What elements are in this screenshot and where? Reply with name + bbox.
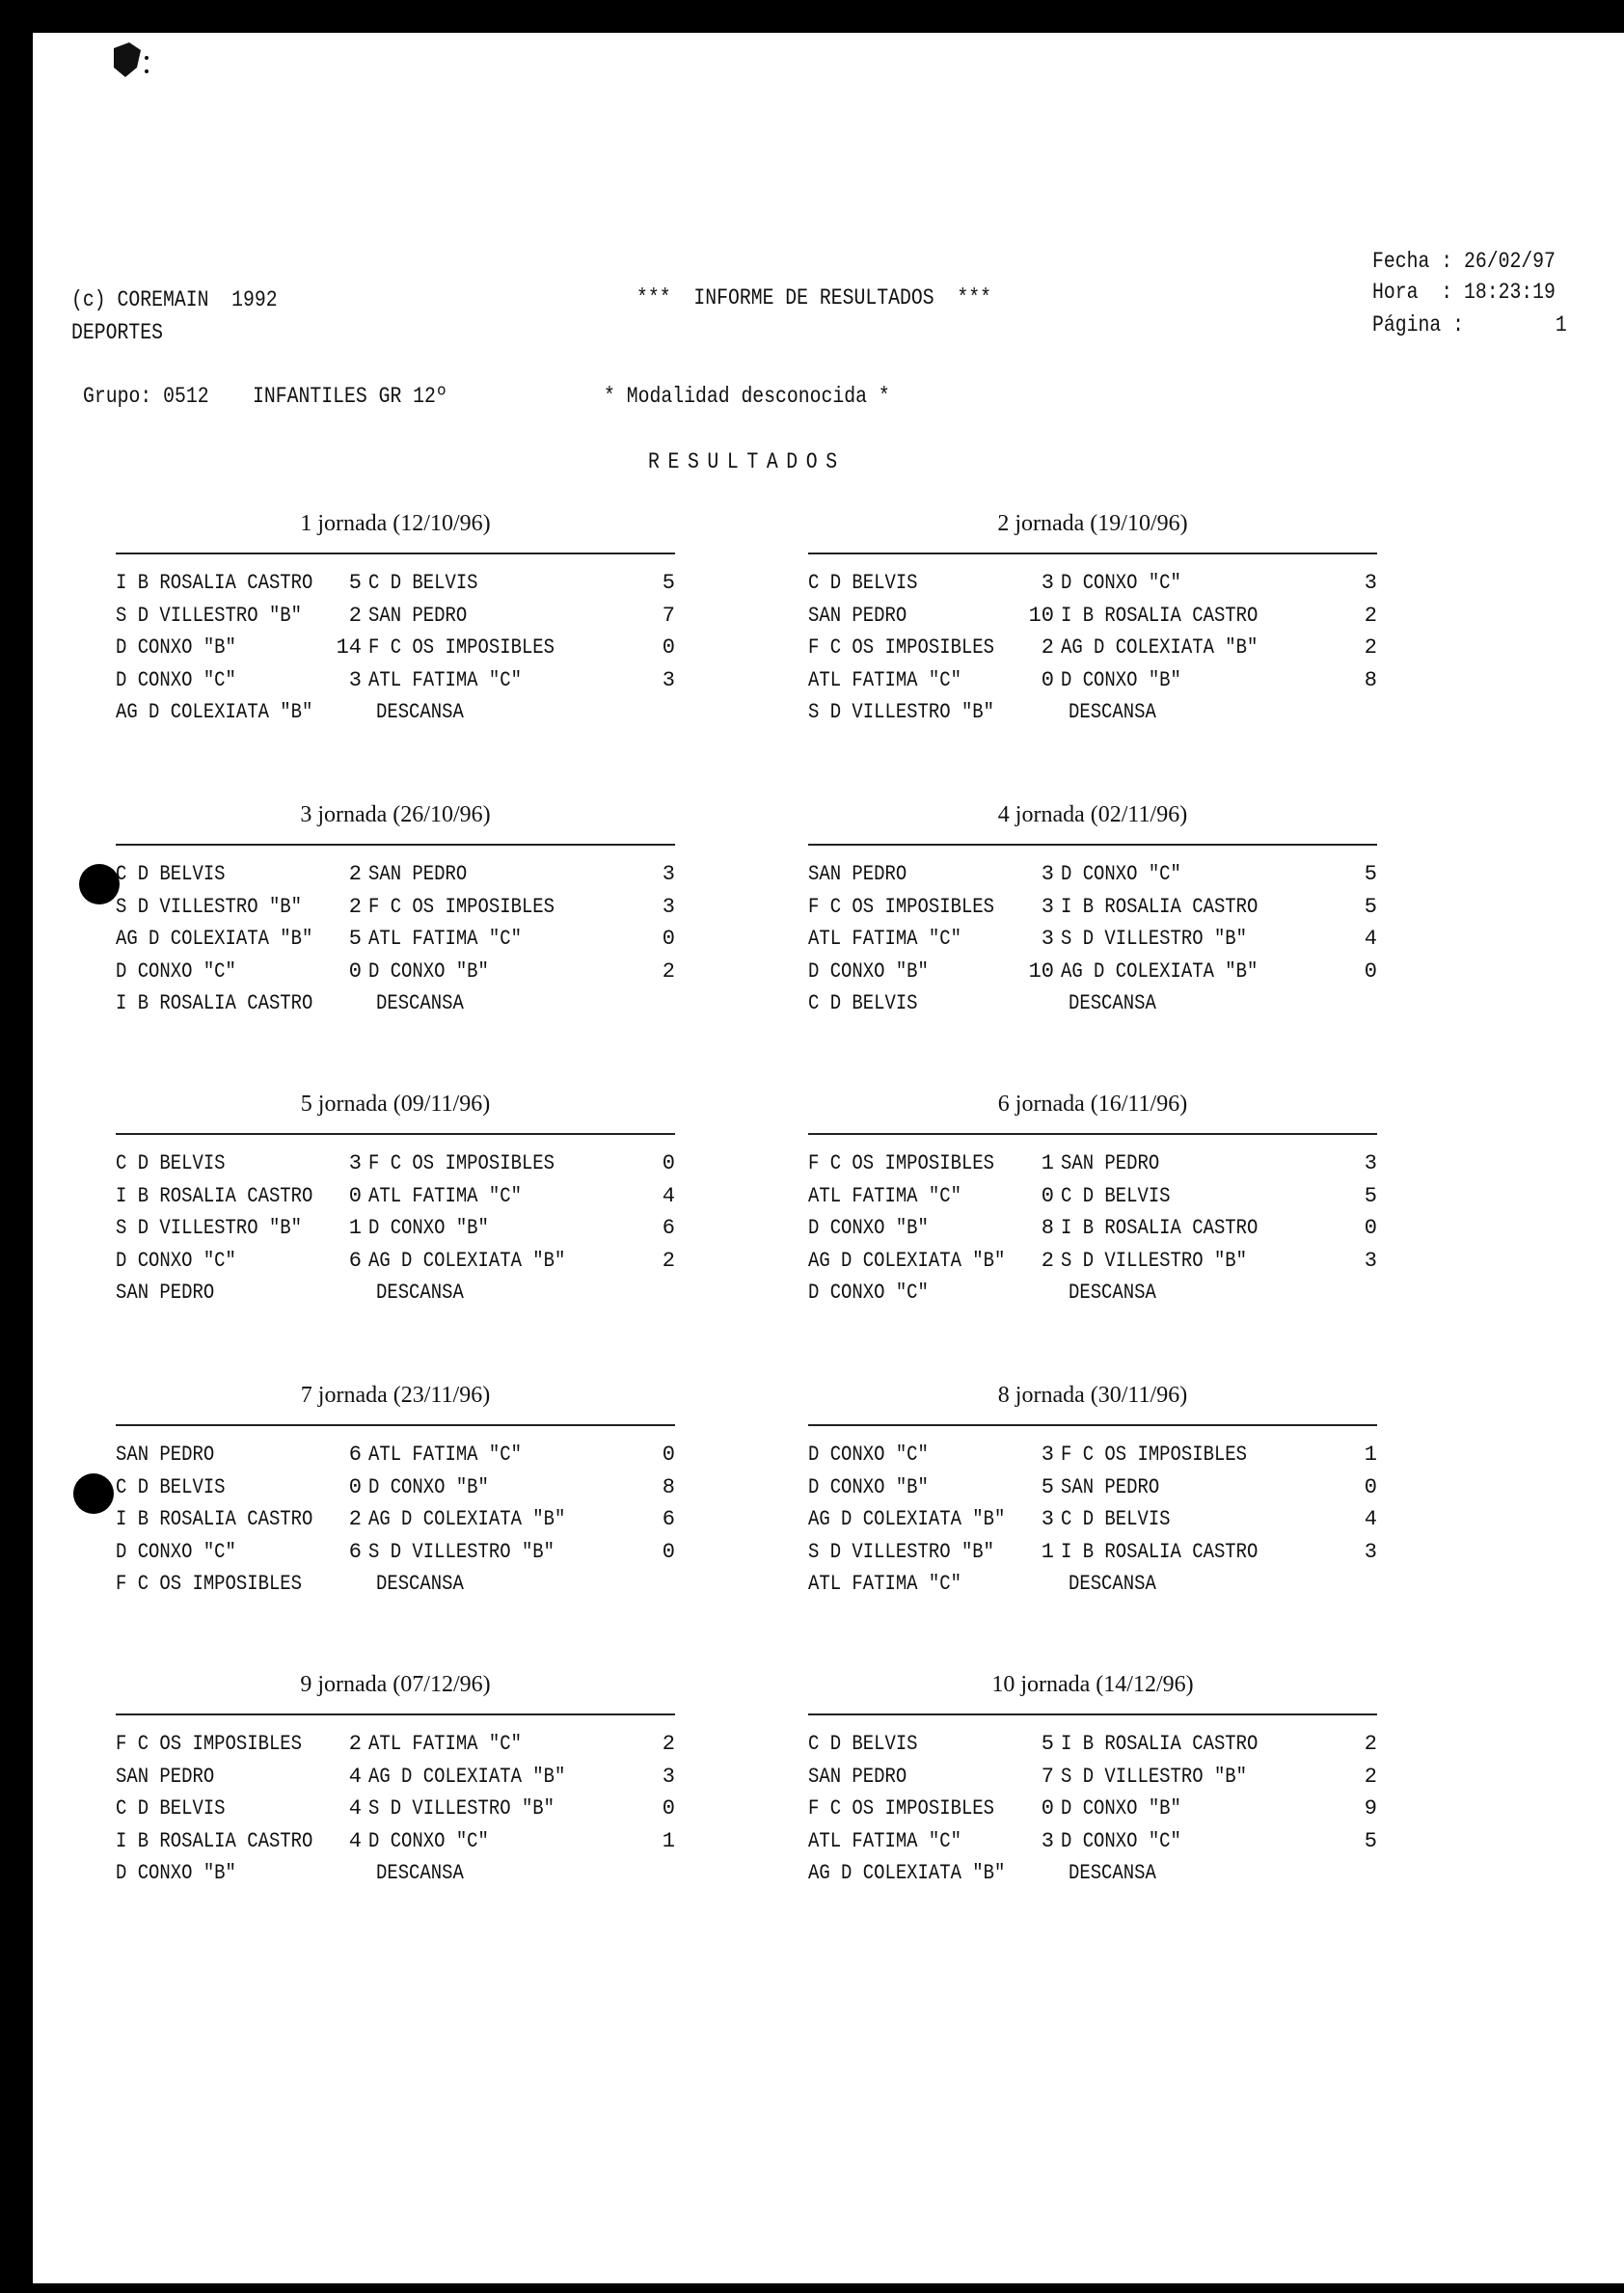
match-row xyxy=(116,1216,675,1248)
rest-row xyxy=(808,1281,1377,1312)
away-team: ATL FATIMA "C" xyxy=(368,667,522,692)
away-team: S D VILLESTRO "B" xyxy=(368,1796,555,1821)
home-score: 1 xyxy=(1041,1539,1054,1564)
away-team: D CONXO "B" xyxy=(368,958,489,984)
away-score: 0 xyxy=(662,1796,675,1821)
away-score: 2 xyxy=(662,958,675,984)
away-score: 3 xyxy=(1364,1248,1377,1273)
away-score: 3 xyxy=(662,862,675,886)
punch-hole-top xyxy=(79,864,120,904)
home-team: SAN PEDRO xyxy=(116,1443,215,1467)
home-score: 2 xyxy=(348,603,362,628)
match-row xyxy=(808,604,1377,635)
home-team: S D VILLESTRO "B" xyxy=(116,894,303,919)
away-score: 1 xyxy=(1364,1443,1377,1467)
jornada-rule xyxy=(116,1424,675,1426)
match-row xyxy=(116,1540,675,1572)
match-row xyxy=(808,1732,1377,1764)
away-team: AG D COLEXIATA "B" xyxy=(368,1248,566,1273)
home-score: 3 xyxy=(1041,1443,1054,1467)
scan-top-border xyxy=(0,0,1624,33)
home-score: 2 xyxy=(348,1732,362,1756)
home-score: 6 xyxy=(348,1248,362,1273)
match-row xyxy=(116,862,675,894)
match-row xyxy=(116,1765,675,1796)
away-team: F C OS IMPOSIBLES xyxy=(368,894,555,919)
jornada-title: 2 jornada (19/10/96) xyxy=(997,511,1188,536)
rest-row xyxy=(116,991,675,1023)
away-team: F C OS IMPOSIBLES xyxy=(1061,1443,1248,1467)
home-team: C D BELVIS xyxy=(116,1474,226,1499)
away-team: C D BELVIS xyxy=(368,571,478,595)
away-score: 9 xyxy=(1364,1796,1377,1821)
home-score: 5 xyxy=(348,571,362,595)
home-score: 3 xyxy=(348,667,362,692)
away-team: I B ROSALIA CASTRO xyxy=(1061,894,1259,919)
home-team: F C OS IMPOSIBLES xyxy=(808,1796,995,1821)
home-score: 6 xyxy=(348,1443,362,1467)
away-team: S D VILLESTRO "B" xyxy=(1061,1248,1248,1273)
away-score: 0 xyxy=(662,635,675,660)
match-row xyxy=(116,1151,675,1183)
jornada-title: 10 jornada (14/12/96) xyxy=(991,1672,1194,1697)
away-team: SAN PEDRO xyxy=(1061,1474,1160,1499)
away-team: AG D COLEXIATA "B" xyxy=(368,1507,566,1531)
match-row xyxy=(116,895,675,927)
match-row xyxy=(808,1540,1377,1572)
rest-label: DESCANSA xyxy=(376,1861,464,1885)
home-team: C D BELVIS xyxy=(808,571,918,595)
away-score: 3 xyxy=(1364,1151,1377,1175)
match-row xyxy=(808,1796,1377,1828)
match-row xyxy=(808,1765,1377,1796)
home-team: D CONXO "C" xyxy=(808,1443,929,1467)
jornada-title: 8 jornada (30/11/96) xyxy=(997,1383,1188,1408)
home-team: D CONXO "C" xyxy=(116,958,236,984)
report-title: *** INFORME DE RESULTADOS *** xyxy=(636,285,991,310)
home-score: 10 xyxy=(1028,958,1054,984)
away-score: 0 xyxy=(1364,958,1377,984)
away-score: 0 xyxy=(1364,1474,1377,1499)
home-team: ATL FATIMA "C" xyxy=(808,1828,961,1853)
home-score: 5 xyxy=(348,927,362,951)
department-line: DEPORTES xyxy=(71,320,163,345)
match-row xyxy=(808,959,1377,991)
home-team: I B ROSALIA CASTRO xyxy=(116,1828,313,1853)
away-team: AG D COLEXIATA "B" xyxy=(1061,958,1259,984)
page-line: Página : 1 xyxy=(1372,312,1567,337)
away-team: D CONXO "C" xyxy=(1061,571,1181,595)
match-row xyxy=(116,1184,675,1216)
staple-mark xyxy=(108,39,152,83)
match-row xyxy=(116,1829,675,1861)
jornada-title: 3 jornada (26/10/96) xyxy=(300,802,491,827)
match-row xyxy=(116,668,675,700)
away-team: D CONXO "B" xyxy=(368,1216,489,1240)
away-team: ATL FATIMA "C" xyxy=(368,927,522,951)
rest-row xyxy=(808,1572,1377,1604)
home-team: S D VILLESTRO "B" xyxy=(116,603,303,628)
jornada-title: 1 jornada (12/10/96) xyxy=(300,511,491,536)
home-score: 5 xyxy=(1041,1732,1054,1756)
resting-team: F C OS IMPOSIBLES xyxy=(116,1572,303,1596)
away-team: ATL FATIMA "C" xyxy=(368,1443,522,1467)
rest-row xyxy=(116,1572,675,1604)
match-row xyxy=(116,1443,675,1474)
home-score: 2 xyxy=(348,1507,362,1531)
home-team: ATL FATIMA "C" xyxy=(808,1183,961,1208)
away-score: 2 xyxy=(1364,1764,1377,1789)
jornada-rule xyxy=(116,1133,675,1135)
match-row xyxy=(116,1475,675,1507)
home-team: ATL FATIMA "C" xyxy=(808,927,961,951)
match-row xyxy=(808,862,1377,894)
jornada-title: 6 jornada (16/11/96) xyxy=(997,1092,1188,1117)
home-team: D CONXO "C" xyxy=(116,1248,236,1273)
away-score: 3 xyxy=(1364,1539,1377,1564)
rest-row xyxy=(808,991,1377,1023)
home-score: 0 xyxy=(348,1183,362,1208)
match-row xyxy=(808,927,1377,958)
away-score: 0 xyxy=(662,1151,675,1175)
away-score: 4 xyxy=(1364,927,1377,951)
home-team: C D BELVIS xyxy=(116,1796,226,1821)
jornada-rule xyxy=(116,1713,675,1715)
home-score: 0 xyxy=(1041,1796,1054,1821)
away-team: D CONXO "C" xyxy=(1061,862,1181,886)
rest-label: DESCANSA xyxy=(1069,1281,1156,1305)
away-score: 5 xyxy=(1364,862,1377,886)
home-team: D CONXO "B" xyxy=(808,958,929,984)
rest-row xyxy=(116,1861,675,1893)
away-score: 3 xyxy=(1364,571,1377,595)
jornada-rule xyxy=(808,1424,1377,1426)
home-team: I B ROSALIA CASTRO xyxy=(116,1507,313,1531)
away-team: ATL FATIMA "C" xyxy=(368,1183,522,1208)
rest-label: DESCANSA xyxy=(1069,700,1156,724)
home-score: 6 xyxy=(348,1539,362,1564)
home-score: 7 xyxy=(1041,1764,1054,1789)
home-score: 2 xyxy=(348,862,362,886)
jornada-rule xyxy=(116,553,675,554)
home-team: AG D COLEXIATA "B" xyxy=(808,1507,1006,1531)
home-team: C D BELVIS xyxy=(116,862,226,886)
home-team: SAN PEDRO xyxy=(808,603,907,628)
rest-row xyxy=(808,1861,1377,1893)
away-team: I B ROSALIA CASTRO xyxy=(1061,1216,1259,1240)
home-score: 8 xyxy=(1041,1216,1054,1240)
match-row xyxy=(808,635,1377,667)
rest-label: DESCANSA xyxy=(376,1572,464,1596)
away-score: 5 xyxy=(1364,1828,1377,1853)
group-name: INFANTILES GR 12º xyxy=(253,384,447,409)
home-team: D CONXO "C" xyxy=(116,667,236,692)
home-team: D CONXO "C" xyxy=(116,1539,236,1564)
away-team: F C OS IMPOSIBLES xyxy=(368,635,555,660)
resting-team: C D BELVIS xyxy=(808,991,918,1015)
home-team: F C OS IMPOSIBLES xyxy=(808,635,995,660)
away-team: D CONXO "C" xyxy=(368,1828,489,1853)
match-row xyxy=(808,1151,1377,1183)
home-score: 1 xyxy=(348,1216,362,1240)
away-score: 0 xyxy=(662,1539,675,1564)
home-team: SAN PEDRO xyxy=(116,1764,215,1789)
jornada-title: 5 jornada (09/11/96) xyxy=(300,1092,491,1117)
match-row xyxy=(808,1507,1377,1539)
home-team: S D VILLESTRO "B" xyxy=(808,1539,995,1564)
rest-label: DESCANSA xyxy=(1069,1572,1156,1596)
away-team: D CONXO "C" xyxy=(1061,1828,1181,1853)
resting-team: SAN PEDRO xyxy=(116,1281,215,1305)
away-score: 8 xyxy=(662,1474,675,1499)
section-title: RESULTADOS xyxy=(648,449,846,474)
match-row xyxy=(116,1507,675,1539)
home-team: F C OS IMPOSIBLES xyxy=(808,894,995,919)
home-team: F C OS IMPOSIBLES xyxy=(808,1151,995,1175)
home-team: I B ROSALIA CASTRO xyxy=(116,571,313,595)
match-row xyxy=(116,959,675,991)
resting-team: I B ROSALIA CASTRO xyxy=(116,991,313,1015)
away-team: SAN PEDRO xyxy=(368,862,468,886)
away-score: 2 xyxy=(662,1732,675,1756)
away-team: D CONXO "B" xyxy=(1061,1796,1181,1821)
home-team: SAN PEDRO xyxy=(808,862,907,886)
home-team: ATL FATIMA "C" xyxy=(808,667,961,692)
resting-team: AG D COLEXIATA "B" xyxy=(116,700,313,724)
match-row xyxy=(116,927,675,958)
rest-label: DESCANSA xyxy=(1069,1861,1156,1885)
home-score: 3 xyxy=(1041,862,1054,886)
home-team: F C OS IMPOSIBLES xyxy=(116,1732,303,1756)
away-team: I B ROSALIA CASTRO xyxy=(1061,1732,1259,1756)
away-team: F C OS IMPOSIBLES xyxy=(368,1151,555,1175)
group-code: Grupo: 0512 xyxy=(83,384,209,409)
match-row xyxy=(808,1829,1377,1861)
away-score: 2 xyxy=(1364,1732,1377,1756)
home-score: 4 xyxy=(348,1764,362,1789)
home-team: D CONXO "B" xyxy=(116,635,236,660)
away-score: 2 xyxy=(662,1248,675,1273)
away-team: I B ROSALIA CASTRO xyxy=(1061,1539,1259,1564)
rest-row xyxy=(116,700,675,732)
home-score: 2 xyxy=(1041,1248,1054,1273)
rest-row xyxy=(808,700,1377,732)
away-score: 6 xyxy=(662,1507,675,1531)
match-row xyxy=(808,668,1377,700)
away-team: ATL FATIMA "C" xyxy=(368,1732,522,1756)
away-score: 6 xyxy=(662,1216,675,1240)
away-team: S D VILLESTRO "B" xyxy=(1061,927,1248,951)
match-row xyxy=(116,571,675,603)
away-team: C D BELVIS xyxy=(1061,1507,1171,1531)
match-row xyxy=(116,1249,675,1281)
away-team: C D BELVIS xyxy=(1061,1183,1171,1208)
away-team: S D VILLESTRO "B" xyxy=(368,1539,555,1564)
jornada-rule xyxy=(808,1713,1377,1715)
punch-hole-bottom xyxy=(73,1473,114,1514)
match-row xyxy=(116,635,675,667)
resting-team: D CONXO "B" xyxy=(116,1861,236,1885)
away-score: 2 xyxy=(1364,603,1377,628)
rest-label: DESCANSA xyxy=(1069,991,1156,1015)
jornada-title: 9 jornada (07/12/96) xyxy=(300,1672,491,1697)
home-team: S D VILLESTRO "B" xyxy=(116,1216,303,1240)
match-row xyxy=(116,1732,675,1764)
home-team: C D BELVIS xyxy=(116,1151,226,1175)
scan-left-border xyxy=(0,0,33,2293)
away-score: 3 xyxy=(662,1764,675,1789)
away-team: SAN PEDRO xyxy=(368,603,468,628)
match-row xyxy=(808,1184,1377,1216)
match-row xyxy=(808,895,1377,927)
away-score: 1 xyxy=(662,1828,675,1853)
home-score: 0 xyxy=(1041,667,1054,692)
away-team: D CONXO "B" xyxy=(1061,667,1181,692)
rest-label: DESCANSA xyxy=(376,991,464,1015)
jornada-rule xyxy=(808,844,1377,846)
away-score: 8 xyxy=(1364,667,1377,692)
scan-bottom-border xyxy=(0,2283,1624,2293)
home-score: 2 xyxy=(348,894,362,919)
match-row xyxy=(116,604,675,635)
home-score: 14 xyxy=(336,635,362,660)
rest-label: DESCANSA xyxy=(376,1281,464,1305)
away-team: AG D COLEXIATA "B" xyxy=(1061,635,1259,660)
copyright-line: (c) COREMAIN 1992 xyxy=(71,287,278,312)
resting-team: S D VILLESTRO "B" xyxy=(808,700,995,724)
match-row xyxy=(808,1475,1377,1507)
away-score: 5 xyxy=(1364,1183,1377,1208)
home-score: 1 xyxy=(1041,1151,1054,1175)
rest-row xyxy=(116,1281,675,1312)
home-team: AG D COLEXIATA "B" xyxy=(116,927,313,951)
resting-team: AG D COLEXIATA "B" xyxy=(808,1861,1006,1885)
home-score: 4 xyxy=(348,1796,362,1821)
away-team: S D VILLESTRO "B" xyxy=(1061,1764,1248,1789)
away-score: 2 xyxy=(1364,635,1377,660)
jornada-rule xyxy=(116,844,675,846)
home-score: 3 xyxy=(348,1151,362,1175)
jornada-rule xyxy=(808,553,1377,554)
home-score: 0 xyxy=(1041,1183,1054,1208)
home-team: D CONXO "B" xyxy=(808,1474,929,1499)
away-score: 4 xyxy=(662,1183,675,1208)
home-score: 10 xyxy=(1028,603,1054,628)
jornada-rule xyxy=(808,1133,1377,1135)
match-row xyxy=(808,571,1377,603)
away-score: 3 xyxy=(662,894,675,919)
home-team: AG D COLEXIATA "B" xyxy=(808,1248,1006,1273)
away-score: 5 xyxy=(662,571,675,595)
date-line: Fecha : 26/02/97 xyxy=(1372,249,1556,274)
jornada-title: 7 jornada (23/11/96) xyxy=(300,1383,491,1408)
home-team: D CONXO "B" xyxy=(808,1216,929,1240)
home-score: 0 xyxy=(348,1474,362,1499)
away-score: 5 xyxy=(1364,894,1377,919)
home-score: 0 xyxy=(348,958,362,984)
home-score: 3 xyxy=(1041,1507,1054,1531)
modality: * Modalidad desconocida * xyxy=(604,384,890,409)
match-row xyxy=(808,1443,1377,1474)
away-score: 0 xyxy=(662,927,675,951)
match-row xyxy=(808,1249,1377,1281)
away-team: AG D COLEXIATA "B" xyxy=(368,1764,566,1789)
home-score: 5 xyxy=(1041,1474,1054,1499)
away-team: I B ROSALIA CASTRO xyxy=(1061,603,1259,628)
away-score: 7 xyxy=(662,603,675,628)
home-score: 2 xyxy=(1041,635,1054,660)
away-team: SAN PEDRO xyxy=(1061,1151,1160,1175)
home-score: 3 xyxy=(1041,1828,1054,1853)
home-team: I B ROSALIA CASTRO xyxy=(116,1183,313,1208)
home-score: 3 xyxy=(1041,927,1054,951)
resting-team: D CONXO "C" xyxy=(808,1281,929,1305)
match-row xyxy=(808,1216,1377,1248)
away-score: 0 xyxy=(662,1443,675,1467)
time-line: Hora : 18:23:19 xyxy=(1372,280,1556,305)
resting-team: ATL FATIMA "C" xyxy=(808,1572,961,1596)
away-score: 4 xyxy=(1364,1507,1377,1531)
jornada-title: 4 jornada (02/11/96) xyxy=(997,802,1188,827)
home-score: 3 xyxy=(1041,894,1054,919)
home-score: 3 xyxy=(1041,571,1054,595)
rest-label: DESCANSA xyxy=(376,700,464,724)
home-score: 4 xyxy=(348,1828,362,1853)
away-team: D CONXO "B" xyxy=(368,1474,489,1499)
match-row xyxy=(116,1796,675,1828)
away-score: 3 xyxy=(662,667,675,692)
away-score: 0 xyxy=(1364,1216,1377,1240)
home-team: C D BELVIS xyxy=(808,1732,918,1756)
home-team: SAN PEDRO xyxy=(808,1764,907,1789)
